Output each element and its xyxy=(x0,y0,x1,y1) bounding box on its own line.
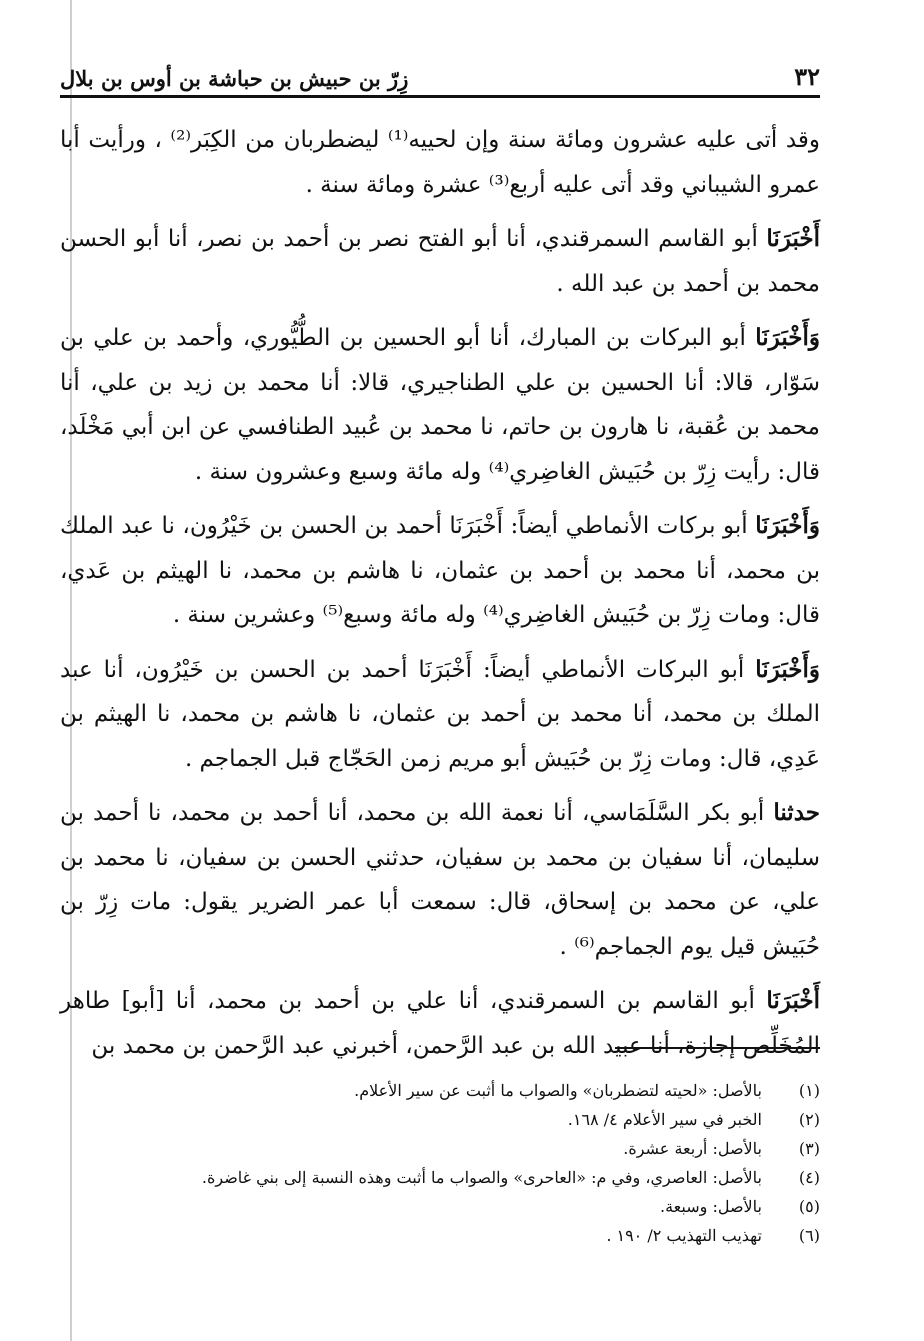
footnote-text: بالأصل: «لحيته لتضطربان» والصواب ما أثبت عن سير الأعلام. xyxy=(354,1081,762,1100)
paragraph-text: أبو بكر السَّلَمَاسي، أنا نعمة الله بن محمد، أنا أحمد بن محمد، نا أحمد بن سليمان، أنا سفيان بن محمد بن سفيان، حدثني الحسن بن سفيان، نا محمد بن علي، عن محمد بن إسحاق، قال: سمعت أبا عمر الضرير يقول: مات زِرّ بن حُبَيش قيل يوم الجماجم⁽⁶⁾ . xyxy=(60,800,820,960)
paragraph-lead: حدثنا xyxy=(773,799,820,826)
paragraph xyxy=(60,316,820,494)
footnote xyxy=(60,1134,820,1163)
page-header xyxy=(60,55,820,98)
footnote-text: تهذيب التهذيب ٢/ ١٩٠ . xyxy=(606,1226,762,1245)
paragraph-text: أبو القاسم السمرقندي، أنا أبو الفتح نصر بن أحمد بن نصر، أنا أبو الحسن محمد بن أحمد بن عبد الله . xyxy=(60,226,820,297)
paragraph xyxy=(60,791,820,969)
paragraph-text: وقد أتى عليه عشرون ومائة سنة وإن لحييه⁽¹⁾ ليضطربان من الكِبَر⁽²⁾ ، ورأيت أبا عمرو الشيباني وقد أتى عليه أربع⁽³⁾ عشرة ومائة سنة . xyxy=(60,127,820,198)
footnote-text: بالأصل: العاصري، وفي م: «العاحرى» والصواب ما أثبت وهذه النسبة إلى بني غاضرة. xyxy=(201,1168,762,1187)
footnote-text: بالأصل: وسبعة. xyxy=(660,1197,762,1216)
paragraph-text: أبو البركات بن المبارك، أنا أبو الحسين بن الطُّيُّوري، وأحمد بن علي بن سَوّار، قالا: أنا الحسين بن علي الطناجيري، قالا: أنا محمد بن زيد بن علي، أنا محمد بن عُقبة، نا هارون بن حاتم، نا محمد بن عُبيد الطنافسي عن ابن أبي مَخْلَد، قال: رأيت زِرّ بن حُبَيش الغاضِري⁽⁴⁾ وله مائة وسبع وعشرون سنة . xyxy=(60,325,820,485)
footnote-number: (٢) xyxy=(798,1110,820,1129)
footnote xyxy=(60,1105,820,1134)
footnote-number: (٦) xyxy=(798,1226,820,1245)
footnote-number: (٥) xyxy=(798,1197,820,1216)
main-text xyxy=(60,118,820,1078)
paragraph xyxy=(60,217,820,306)
footnote xyxy=(60,1163,820,1192)
paragraph xyxy=(60,648,820,782)
page-number: ٣٢ xyxy=(794,62,820,91)
footnote-separator xyxy=(615,1047,820,1049)
footnote xyxy=(60,1192,820,1221)
paragraph-text: أبو القاسم بن السمرقندي، أنا علي بن أحمد بن محمد، أنا [أبو] طاهر المُخَلِّص إجازة، أنا عبيد الله بن عبد الرَّحمن، أخبرني عبد الرَّحمن بن محمد بن xyxy=(60,988,820,1059)
paragraph xyxy=(60,979,820,1068)
paragraph xyxy=(60,118,820,207)
footnotes xyxy=(60,1076,820,1250)
paragraph-lead: أَخْبَرَنَا xyxy=(766,987,820,1014)
paragraph xyxy=(60,504,820,638)
footnote xyxy=(60,1076,820,1105)
footnote-text: بالأصل: أربعة عشرة. xyxy=(623,1139,762,1158)
paragraph-text: أبو البركات الأنماطي أيضاً: أَخْبَرَنَا أحمد بن الحسن بن خَيْرُون، أنا عبد الملك بن محمد، أنا محمد بن أحمد بن عثمان، نا هاشم بن محمد، نا الهيثم بن عَدِي، قال: ومات زِرّ بن حُبَيش أبو مريم زمن الحَجّاج قبل الجماجم . xyxy=(60,656,820,772)
paragraph-lead: وَأَخْبَرَنَا xyxy=(755,512,820,539)
paragraph-lead: وَأَخْبَرَنَا xyxy=(755,324,820,351)
paragraph-lead: أَخْبَرَنَا xyxy=(766,225,820,252)
footnote-text: الخبر في سير الأعلام ٤/ ١٦٨. xyxy=(567,1110,762,1129)
footnote-number: (٤) xyxy=(798,1168,820,1187)
footnote xyxy=(60,1221,820,1250)
footnote-number: (٣) xyxy=(798,1139,820,1158)
book-page xyxy=(60,0,820,1341)
running-title: زِرّ بن حبيش بن حباشة بن أوس بن بلال xyxy=(60,66,409,91)
paragraph-text: أبو بركات الأنماطي أيضاً: أَخْبَرَنَا أحمد بن الحسن بن خَيْرُون، نا عبد الملك بن محمد، أنا محمد بن أحمد بن عثمان، نا هاشم بن محمد، نا الهيثم بن عَدي، قال: ومات زِرّ بن حُبَيش الغاضِري⁽⁴⁾ وله مائة وسبع⁽⁵⁾ وعشرين سنة . xyxy=(60,513,821,628)
footnote-number: (١) xyxy=(798,1081,820,1100)
paragraph-lead: وَأَخْبَرَنَا xyxy=(755,655,820,683)
